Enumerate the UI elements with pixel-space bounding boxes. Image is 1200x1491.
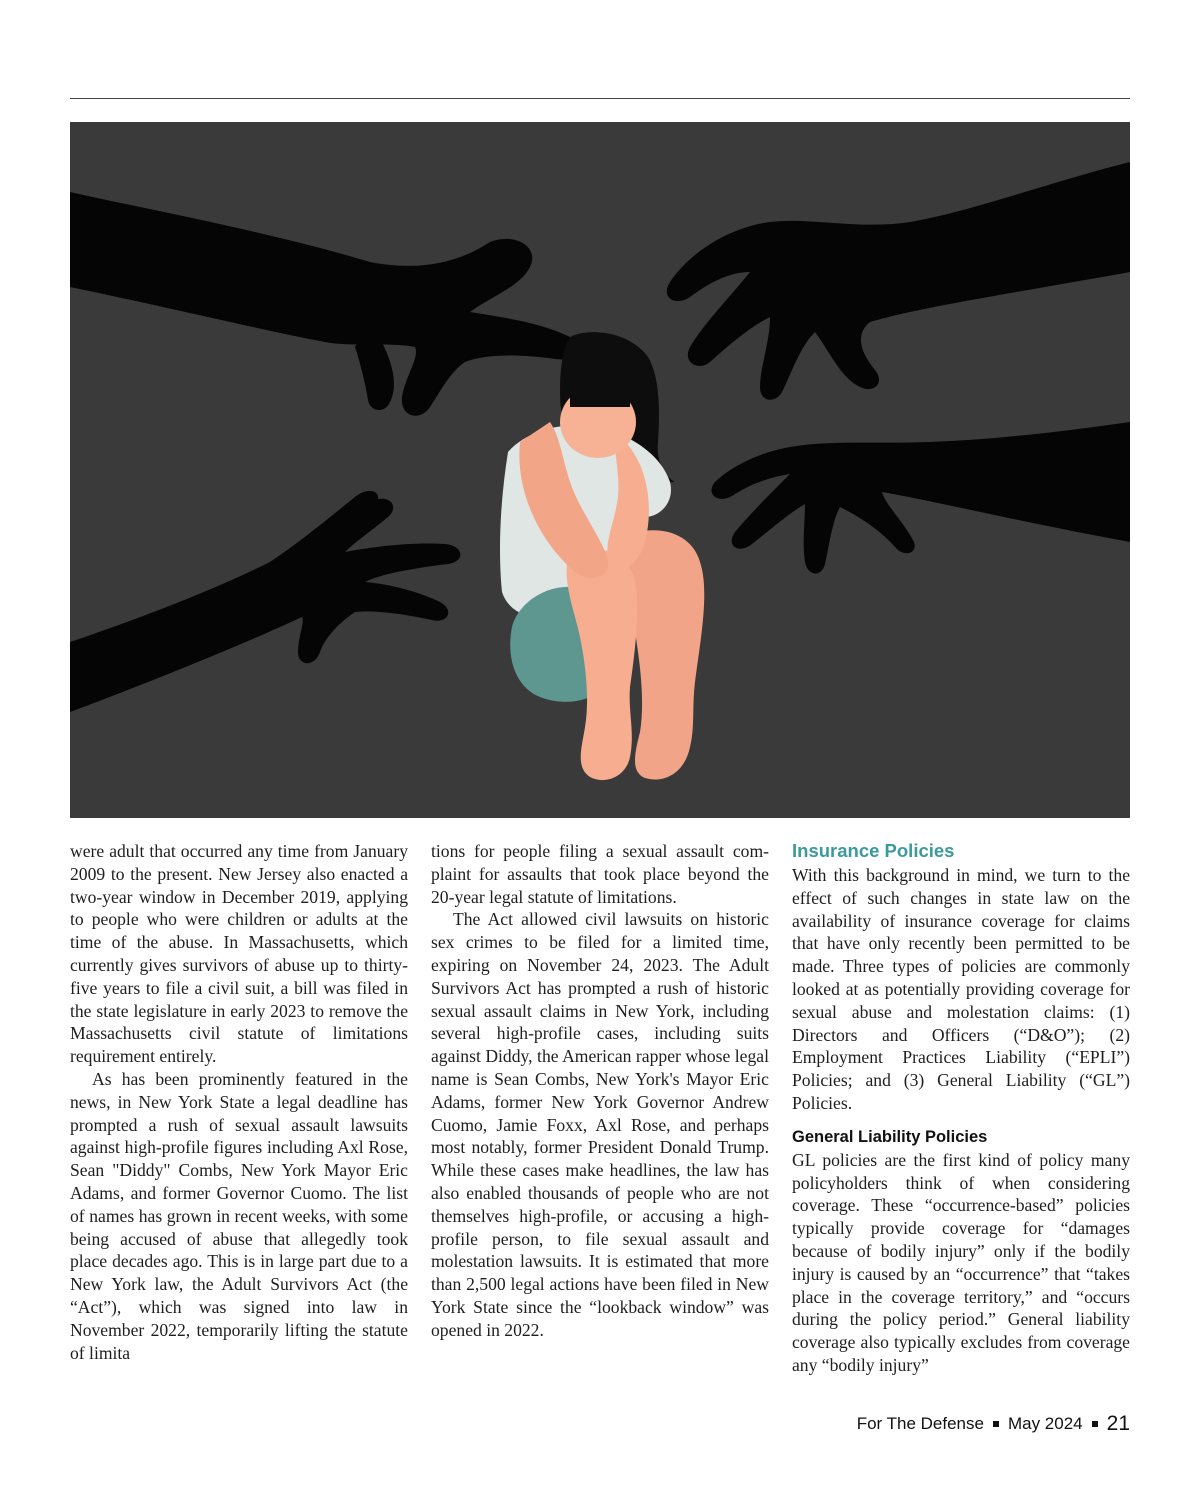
- footer-publication: For The Defense: [856, 1414, 984, 1433]
- column-1-paragraph-1: were adult that occurred any time from January 2009 to the present. New Jersey also enacted a two-year window in December 2019, applying to people who were children or adults at the time of the abuse. In Massachusetts, which currently gives survivors of abuse up to thirty-five years to file a civil suit, a bill was filed in the state legislature in early 2023 to remove the Massachusetts civil statute of limitations requirement entirely.: [70, 841, 408, 1067]
- column-2-paragraph-2: The Act allowed civil lawsuits on historic sex crimes to be filed for a limited time, expiring on November 24, 2023. The Adult Survivors Act has prompted a rush of historic sexual assault claims in New York, including several high-profile cases, including suits against Diddy, the American rapper whose legal name is Sean Combs, New York's Mayor Eric Adams, former New York Governor Andrew Cuomo, Jamie Foxx, Axl Rose, and perhaps most notably, former President Donald Trump. While these cases make headlines, the law has also enabled thousands of people who are not themselves high-profile, or accusing a high-profile person, to file sexual assault and molestation lawsuits. It is estimated that more than 2,500 legal actions have been filed in New York State since the “lookback window” was opened in 2022.: [431, 909, 769, 1340]
- column-1-paragraph-2: As has been prominently featured in the news, in New York State a legal deadline has prompted a rush of sexual assault lawsuits against high-profile figures including Axl Rose, Sean "Diddy" Combs, New York Mayor Eric Adams, and former Governor Cuomo. The list of names has grown in recent weeks, with some being accused of abuse that allegedly took place decades ago. This is in large part due to a New York law, the Adult Survivors Act (the “Act”), which was signed into law in November 2022, temporarily lifting the statute of limita: [70, 1068, 408, 1363]
- article-column-1: [70, 840, 408, 1364]
- section-heading-insurance-policies: Insurance Policies: [792, 840, 955, 861]
- footer-separator-icon: [993, 1421, 999, 1427]
- column-3-paragraph-2: GL policies are the first kind of policy many policyholders think of when considering coverage. These “occurrence-based” policies typically provide coverage for “damages because of bodily injury” only if the bodily injury is caused by an “occurrence” that “takes place in the coverage territory,” and “occurs during the policy period.” General liability coverage also typically excludes from coverage any “bodily injury”: [792, 1149, 1130, 1375]
- top-rule: [70, 98, 1130, 99]
- article-illustration: [70, 122, 1130, 818]
- column-2-paragraph-1: tions for people filing a sexual assault complaint for assaults that took place beyond the 20-year legal statute of limitations.: [431, 841, 769, 907]
- footer-issue: May 2024: [1007, 1414, 1083, 1433]
- footer-page-number: 21: [1106, 1412, 1130, 1435]
- footer-separator-icon: [1092, 1421, 1098, 1427]
- distressed-woman-illustration: [70, 122, 1130, 818]
- column-3-paragraph-1: With this background in mind, we turn to the effect of such changes in state law on the availability of insurance coverage for claims that have only recently been permitted to be made. Three types of policies are commonly looked at as potentially providing coverage for sexual abuse and molestation claims: (1) Directors and Officers (“D&O”); (2) Employment Practices Liability (“EPLI”) Policies; and (3) General Liability (“GL”) Policies.: [792, 865, 1130, 1113]
- subheading-general-liability: General Liability Policies: [792, 1127, 988, 1146]
- page-footer: [857, 1412, 1130, 1436]
- article-column-3: [792, 840, 1130, 1377]
- article-column-2: [431, 840, 769, 1342]
